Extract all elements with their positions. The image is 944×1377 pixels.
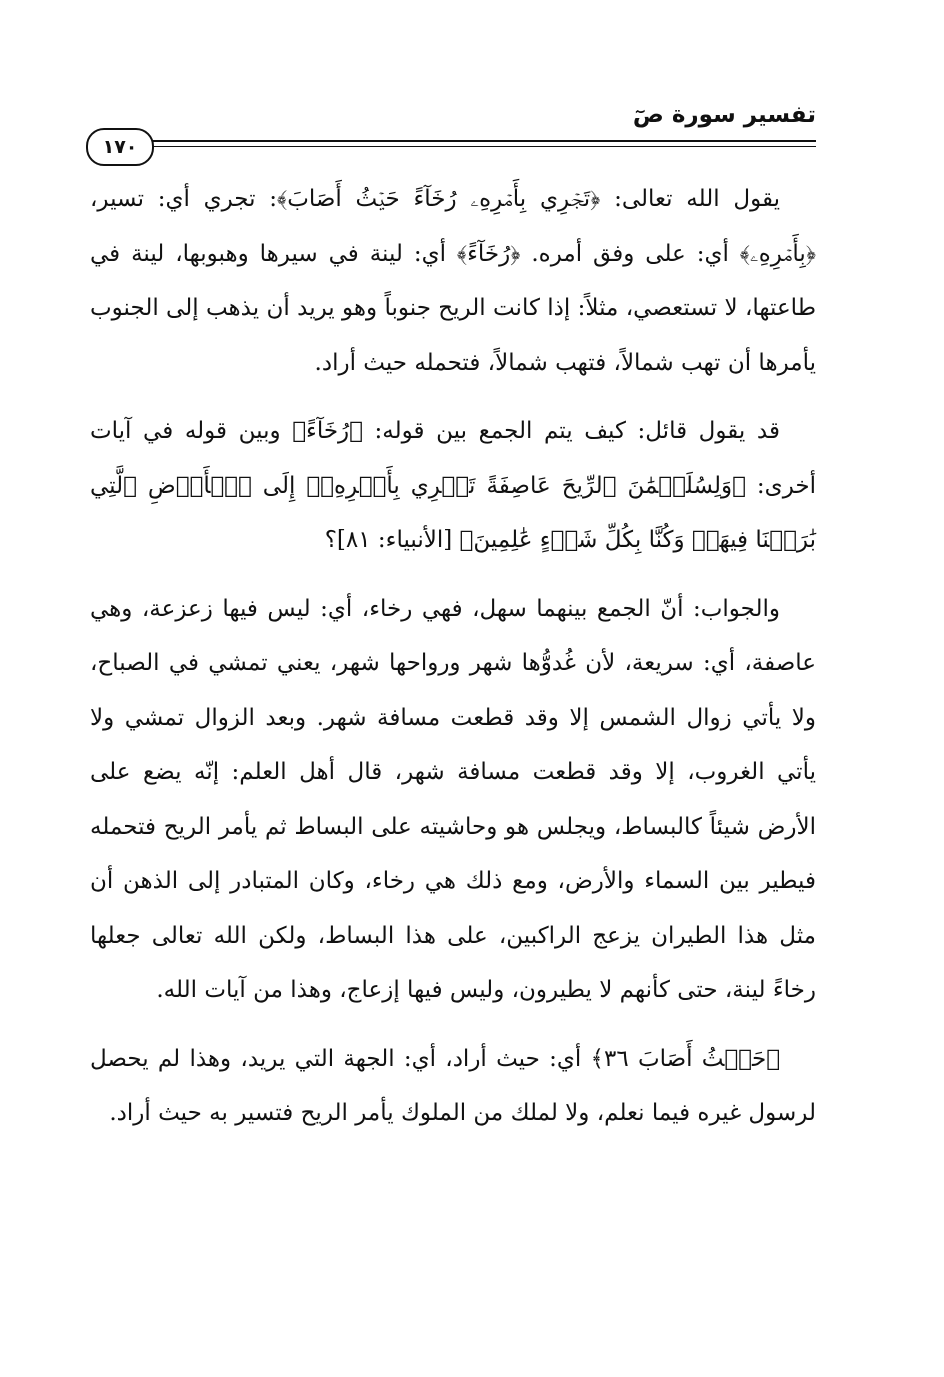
running-title: تفسير سورة صٓ [632, 102, 816, 128]
page-number: ١٧٠ [86, 128, 154, 166]
page-header [86, 98, 816, 168]
page-body [90, 172, 816, 1141]
paragraph-4: ﴿حَيۡثُ أَصَابَ ٣٦﴾ أي: حيث أراد، أي: الجهة التي يريد، وهذا لم يحصل لرسول غيره فيما نعلم، ولا لملك من الملوك يأمر الريح فتسير به حيث أراد. [90, 1045, 816, 1126]
paragraph-3: والجواب: أنّ الجمع بينهما سهل، فهي رخاء، أي: ليس فيها زعزعة، وهي عاصفة، أي: سريعة، لأن غُدوُّها شهر ورواحها شهر، يعني تمشي في الصباح، ولا يأتي زوال الشمس إلا وقد قطعت مسافة شهر. وبعد الزوال تمشي ولا يأتي الغروب، إلا وقد قطعت مسافة شهر، قال أهل العلم: إنّه يضع على الأرض شيئاً كالبساط، ويجلس هو وحاشيته على البساط ثم يأمر الريح فتحمله فيطير بين السماء والأرض، ومع ذلك هي رخاء، وكان المتبادر إلى الذهن أن مثل هذا الطيران يزعج الراكبين، على هذا البساط، ولكن الله تعالى جعلها رخاءً لينة، حتى كأنهم لا يطيرون، وليس فيها إزعاج، وهذا من آيات الله. [90, 595, 816, 1003]
paragraph-1: يقول الله تعالى: ﴿تَجۡرِي بِأَمۡرِهِۦ رُخَآءً حَيۡثُ أَصَابَ﴾: تجري أي: تسير، ﴿بِأَمۡرِهِۦ﴾ أي: على وفق أمره. ﴿رُخَآءً﴾ أي: لينة في سيرها وهبوبها، لينة في طاعتها، لا تستعصي، مثلاً: إذا كانت الريح جنوباً وهو يريد أن يذهب إلى الجنوب يأمرها أن تهب شمالاً، فتهب شمالاً، فتحمله حيث أراد. [90, 186, 816, 376]
header-rule-thin [148, 146, 816, 147]
paragraph-2: قد يقول قائل: كيف يتم الجمع بين قوله: ﴿رُخَآءً﴾ وبين قوله في آيات أخرى: ﴿وَلِسُلَيۡمَٰنَ ٱلرِّيحَ عَاصِفَةً تَجۡرِي بِأَمۡرِهِۦٓ إِلَى ٱلۡأَرۡضِ ٱلَّتِي بَٰرَكۡنَا فِيهَاۚ وَكُنَّا بِكُلِّ شَيۡءٍ عَٰلِمِينَ﴾ [الأنبياء: ٨١]؟ [90, 418, 816, 553]
header-rule [148, 140, 816, 142]
